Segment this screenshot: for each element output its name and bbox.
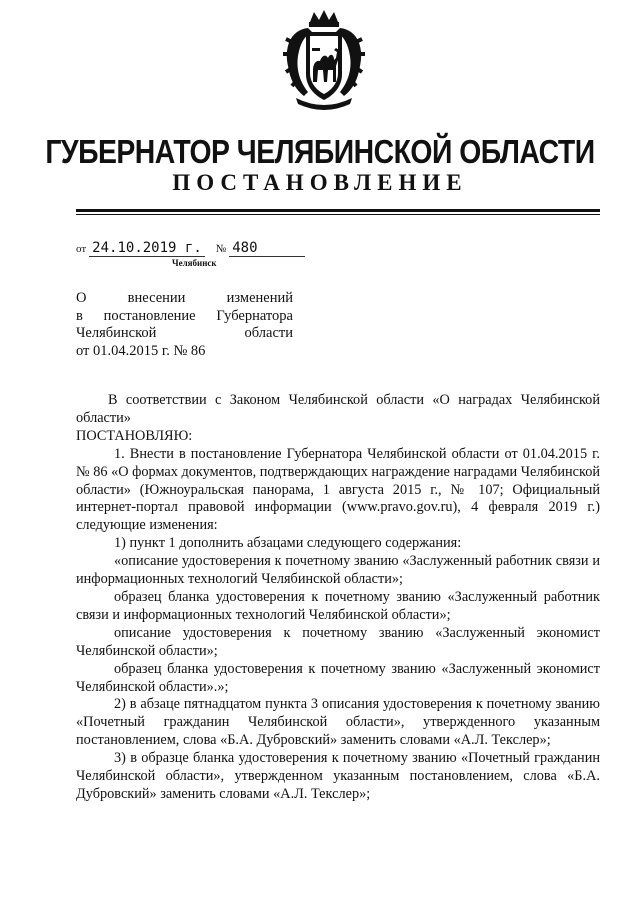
subject-line: О внесении изменений	[76, 290, 293, 306]
date-number-line	[76, 240, 305, 257]
issuer-title: ГУБЕРНАТОР ЧЕЛЯБИНСКОЙ ОБЛАСТИ	[45, 133, 595, 170]
item-1: 1. Внести в постановление Губернатора Челябинской области от 01.04.2015 г. № 86 «О формах документов, подтверждающих награждение наградами Челябинской области» (Южноуральская панорама, 1 августа 2015 г., № 107; Официальный интернет-портал правовой информации (www.pravo.gov.ru), 4 февраля 2019 г.) следующие изменения:	[76, 445, 601, 534]
subitem-3: 3) в образце бланка удостоверения к почетному званию «Почетный гражданин Челябинской области», утвержденном указанным постановлением, слова «Б.А. Дубровский» заменить словами «А.Л. Текслер»;	[76, 750, 600, 802]
document-number: 480	[229, 240, 305, 257]
subitem-1: 1) пункт 1 дополнить абзацами следующего содержания:	[114, 535, 462, 552]
document-type: ПОСТАНОВЛЕНИЕ	[172, 170, 468, 195]
subject-line: Челябинской области	[76, 325, 293, 341]
subject-line: от 01.04.2015 г. № 86	[76, 342, 206, 359]
resolve-heading: ПОСТАНОВЛЯЮ:	[76, 427, 193, 444]
number-label: №	[215, 243, 227, 255]
subitem-2: 2) в абзаце пятнадцатом пункта 3 описания удостоверения к почетному званию «Почетный гражданин Челябинской области», утвержденного указанным постановлением, слова «Б.А. Дубровский» заменить словами «А.Л. Текслер»;	[76, 696, 600, 749]
header-rule	[76, 209, 600, 212]
document-subject	[76, 290, 293, 360]
header-rule-thin	[76, 214, 600, 215]
date-label: от	[76, 243, 87, 255]
document-body	[76, 392, 600, 804]
quoted-paragraph: образец бланка удостоверения к почетному званию «Заслуженный экономист Челябинской области».»;	[76, 660, 600, 695]
subject-line: в постановление Губернатора	[76, 307, 293, 324]
document-date: 24.10.2019 г.	[89, 240, 205, 257]
preamble: В соответствии с Законом Челябинской области «О наградах Челябинской области»	[76, 392, 600, 426]
coat-of-arms-icon	[282, 8, 366, 112]
quoted-paragraph: образец бланка удостоверения к почетному званию «Заслуженный работник связи и информационных технологий Челябинской области»;	[76, 588, 600, 623]
city-name: Челябинск	[172, 258, 217, 268]
quoted-paragraph: описание удостоверения к почетному званию «Заслуженный экономист Челябинской области»;	[76, 624, 600, 659]
quoted-paragraph: «описание удостоверения к почетному званию «Заслуженный работник связи и информационных технологий Челябинской области»;	[76, 553, 600, 588]
